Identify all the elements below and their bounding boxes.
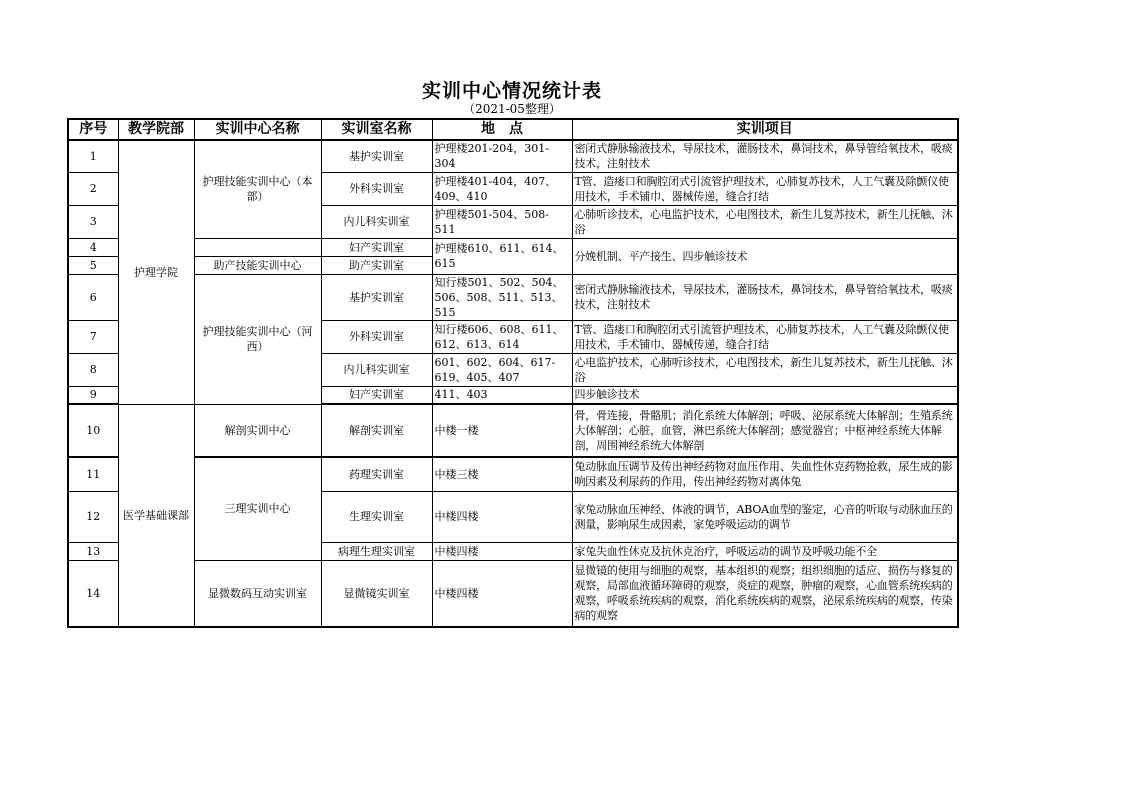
table-row [68,404,958,457]
project-cell: 四步触诊技术 [572,386,958,404]
room-cell: 显微镜实训室 [321,560,432,627]
project-cell: T管、造瘘口和胸腔闭式引流管护理技术，心肺复苏技术，人工气囊及除颤仪使用技术，手术铺巾、器械传递，缝合打结 [572,320,958,353]
header-center: 实训中心名称 [194,119,321,140]
project-cell: 骨，骨连接，骨骼肌；消化系统大体解剖；呼吸、泌尿系统大体解剖；生殖系统大体解剖；心脏，血管，淋巴系统大体解剖；感觉器官；中枢神经系统大体解剖，周围神经系统大体解剖 [572,404,958,457]
row-number: 9 [68,386,118,404]
room-cell: 解剖实训室 [321,404,432,457]
location-cell: 知行楼501、502、504、506、508、511、513、515 [432,274,572,320]
row-number: 6 [68,274,118,320]
page-title: 实训中心情况统计表 [421,80,602,102]
center-cell: 三理实训中心 [194,457,321,560]
project-cell: 心电监护技术，心肺听诊技术，心电图技术，新生儿复苏技术，新生儿抚触、沐浴 [572,353,958,386]
room-cell: 内儿科实训室 [321,353,432,386]
location-cell: 中楼四楼 [432,491,572,542]
header-room: 实训室名称 [321,119,432,140]
project-cell: 密闭式静脉输液技术，导尿技术，灌肠技术，鼻饲技术，鼻导管给氧技术，吸痰技术，注射技术 [572,274,958,320]
room-cell: 外科实训室 [321,320,432,353]
table-row [68,457,958,491]
room-cell: 基护实训室 [321,140,432,172]
row-number: 12 [68,491,118,542]
room-cell: 内儿科实训室 [321,205,432,238]
table-row [68,274,958,320]
row-number: 5 [68,256,118,274]
location-cell: 护理楼610、611、614、615 [432,238,572,274]
location-cell: 中楼四楼 [432,560,572,627]
row-number: 14 [68,560,118,627]
row-number: 1 [68,140,118,172]
location-cell: 411、403 [432,386,572,404]
table-row [68,238,958,256]
statistics-table [67,118,959,628]
row-number: 3 [68,205,118,238]
location-cell: 中楼三楼 [432,457,572,491]
header-college: 教学院部 [118,119,194,140]
room-cell: 助产实训室 [321,256,432,274]
row-number: 11 [68,457,118,491]
room-cell: 外科实训室 [321,172,432,205]
page-subtitle: （2021-05整理） [463,102,561,116]
row-number: 4 [68,238,118,256]
project-cell: T管、造瘘口和胸腔闭式引流管护理技术，心肺复苏技术，人工气囊及除颤仪使用技术，手术铺巾、器械传递，缝合打结 [572,172,958,205]
row-number: 10 [68,404,118,457]
row-number: 7 [68,320,118,353]
center-cell: 助产技能实训中心 [194,256,321,274]
center-cell: 护理技能实训中心（本部） [194,140,321,238]
row-number: 2 [68,172,118,205]
row-number: 8 [68,353,118,386]
project-cell: 家兔动脉血压神经、体液的调节，ABOA血型的鉴定，心音的听取与动脉血压的测量，影响尿生成因素，家兔呼吸运动的调节 [572,491,958,542]
location-cell: 护理楼201-204，301-304 [432,140,572,172]
project-cell: 兔动脉血压调节及传出神经药物对血压作用、失血性休克药物抢救，尿生成的影响因素及利尿药的作用，传出神经药物对离体兔 [572,457,958,491]
location-cell: 护理楼501-504、508-511 [432,205,572,238]
header-project: 实训项目 [572,119,958,140]
project-cell: 密闭式静脉输液技术，导尿技术，灌肠技术，鼻饲技术，鼻导管给氧技术，吸痰技术，注射技术 [572,140,958,172]
college-cell: 医学基础课部 [118,404,194,627]
college-cell: 护理学院 [118,140,194,404]
location-cell: 中楼四楼 [432,542,572,560]
room-cell: 基护实训室 [321,274,432,320]
location-cell: 中楼一楼 [432,404,572,457]
project-cell: 家兔失血性休克及抗休克治疗，呼吸运动的调节及呼吸功能不全 [572,542,958,560]
location-cell: 601、602、604、617-619、405、407 [432,353,572,386]
room-cell: 病理生理实训室 [321,542,432,560]
center-cell-empty [194,238,321,256]
room-cell: 药理实训室 [321,457,432,491]
room-cell: 妇产实训室 [321,238,432,256]
center-cell: 护理技能实训中心（河西） [194,274,321,404]
location-cell: 知行楼606、608、611、612、613、614 [432,320,572,353]
table-row [68,140,958,172]
table-row [68,560,958,627]
project-cell: 心肺听诊技术，心电监护技术，心电图技术，新生儿复苏技术，新生儿抚触、沐浴 [572,205,958,238]
header-location: 地 点 [432,119,572,140]
center-cell: 解剖实训中心 [194,404,321,457]
center-cell: 显微数码互动实训室 [194,560,321,627]
header-seq: 序号 [68,119,118,140]
project-cell: 分娩机制、平产接生、四步触诊技术 [572,238,958,274]
room-cell: 生理实训室 [321,491,432,542]
room-cell: 妇产实训室 [321,386,432,404]
location-cell: 护理楼401-404，407、409、410 [432,172,572,205]
header-row [68,119,958,140]
row-number: 13 [68,542,118,560]
project-cell: 显微镜的使用与细胞的观察，基本组织的观察；组织细胞的适应、损伤与修复的观察，局部血液循环障碍的观察，炎症的观察，肿瘤的观察，心血管系统疾病的观察，呼吸系统疾病的观察，消化系统疾病的观察，泌尿系统疾病的观察，传染病的观察 [572,560,958,627]
